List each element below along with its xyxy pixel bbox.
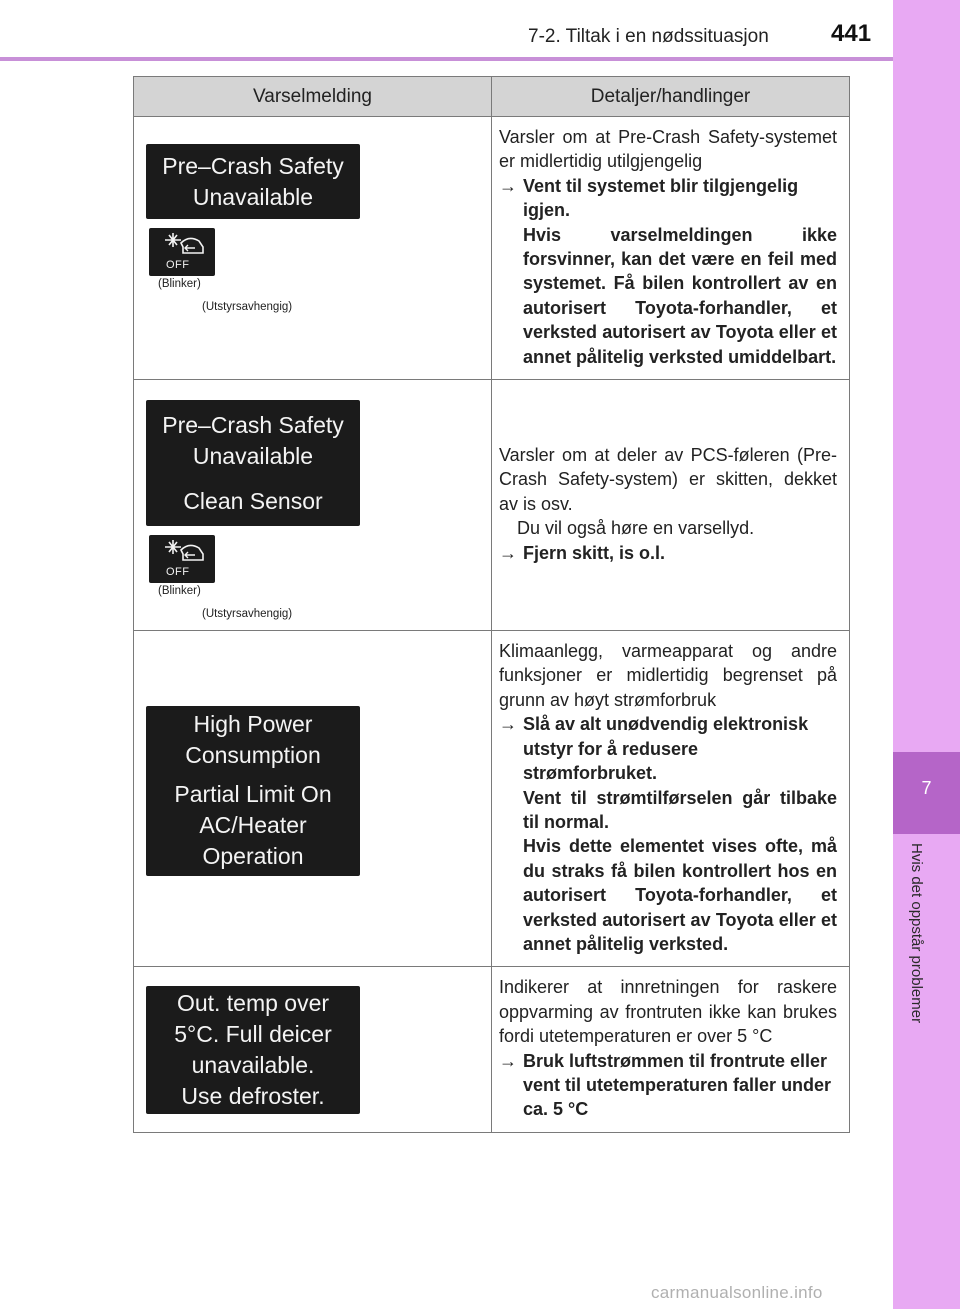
description-text: Varsler om at deler av PCS-føleren (Pre-Crash Safety-system) er skitten, dekket av is osv. <box>499 445 837 514</box>
display-line: High Power <box>193 711 313 738</box>
description-text: Varsler om at Pre-Crash Safety-systemet er midlertidig utilgjengelig <box>499 127 837 172</box>
arrow-icon: → <box>499 542 517 563</box>
note-text: Du vil også høre en varsellyd. <box>517 518 755 539</box>
table-row <box>134 117 850 380</box>
blinker-caption: (Blinker) <box>158 278 201 291</box>
details-cell <box>492 631 850 967</box>
display-line: Operation <box>202 843 304 870</box>
arrow-icon: → <box>499 175 517 196</box>
action-text <box>499 1049 837 1122</box>
warning-message-table <box>133 76 850 1133</box>
message-cell <box>134 967 492 1132</box>
equipment-caption: (Utstyrsavhengig) <box>202 301 293 314</box>
action-label: Fjern skitt, is o.l. <box>523 542 666 563</box>
action-text <box>499 712 837 785</box>
page-number: 441 <box>831 20 872 47</box>
column-header-message: Varselmelding <box>134 77 492 117</box>
display-line: Unavailable <box>192 442 314 469</box>
table-header-row <box>134 77 850 117</box>
message-cell <box>134 117 492 380</box>
display-line: Pre–Crash Safety <box>162 411 344 438</box>
table-row <box>134 967 850 1132</box>
message-cell <box>134 631 492 967</box>
watermark-link[interactable]: carmanualsonline.info <box>651 1283 823 1302</box>
action-more-text: Hvis varselmeldingen ikke forsvinner, kan det være en feil med systemet. Få bilen kontrollert av en autorisert Toyota-forhandler, et verksted autorisert av Toyota eller et annet pålitelig verksted umiddelbart. <box>523 224 837 367</box>
table-row <box>134 380 850 631</box>
column-header-details: Detaljer/handlinger <box>492 77 850 117</box>
description-text: Klimaanlegg, varmeapparat og andre funksjoner er midlertidig begrenset på grunn av høyt strømforbruk <box>499 641 837 710</box>
indicator-text: OFF <box>166 259 190 272</box>
action-text <box>499 541 837 565</box>
display-message <box>146 144 360 219</box>
display-line: 5°C. Full deicer <box>174 1020 332 1047</box>
details-cell <box>492 967 850 1132</box>
display-line: Partial Limit On <box>174 781 332 808</box>
chapter-number: 7 <box>921 778 932 798</box>
display-line: Pre–Crash Safety <box>162 152 344 179</box>
details-cell <box>492 117 850 380</box>
pcs-off-icon <box>149 535 215 583</box>
description-text: Indikerer at innretningen for raskere oppvarming av frontruten ikke kan brukes fordi utetemperaturen er over 5 °C <box>499 977 837 1047</box>
action-more-text: Vent til strømtilførselen går tilbake til normal. <box>523 787 837 832</box>
display-message <box>146 986 360 1114</box>
display-line: Consumption <box>185 742 321 769</box>
display-line: Clean Sensor <box>183 487 323 514</box>
display-spacer <box>146 472 360 486</box>
display-line: unavailable. <box>191 1051 315 1078</box>
equipment-caption: (Utstyrsavhengig) <box>202 608 293 621</box>
action-more-text-2: Hvis dette elementet vises ofte, må du straks få bilen kontrollert hos en autorisert Toyota-forhandler, et verksted autorisert av Toyota eller et annet pålitelig verksted. <box>523 836 837 954</box>
section-title: 7-2. Tiltak i en nødssituasjon <box>528 26 769 47</box>
display-line: AC/Heater <box>199 812 307 839</box>
display-line: Out. temp over <box>176 989 330 1016</box>
details-cell <box>492 380 850 631</box>
chapter-side-tab <box>893 0 960 1309</box>
action-label: Bruk luftstrømmen til frontrute eller vent til utetemperaturen faller under ca. 5 °C <box>523 1050 832 1120</box>
action-text <box>499 174 837 223</box>
display-line: Use defroster. <box>181 1082 325 1109</box>
arrow-icon: → <box>499 1050 517 1071</box>
display-line: Unavailable <box>192 183 314 210</box>
chapter-label: Hvis det oppstår problemer <box>908 843 925 1024</box>
display-message <box>146 706 360 876</box>
arrow-icon: → <box>499 714 517 735</box>
display-message <box>146 400 360 526</box>
table-row <box>134 631 850 967</box>
action-label: Slå av alt unødvendig elektronisk utstyr for å redusere strømforbruket. <box>523 714 809 784</box>
header-divider <box>0 57 893 61</box>
action-label: Vent til systemet blir tilgjengelig igjen. <box>523 175 799 221</box>
indicator-text: OFF <box>166 566 190 579</box>
display-spacer <box>146 771 360 779</box>
blinker-caption: (Blinker) <box>158 585 201 598</box>
message-cell <box>134 380 492 631</box>
pcs-off-icon <box>149 228 215 276</box>
